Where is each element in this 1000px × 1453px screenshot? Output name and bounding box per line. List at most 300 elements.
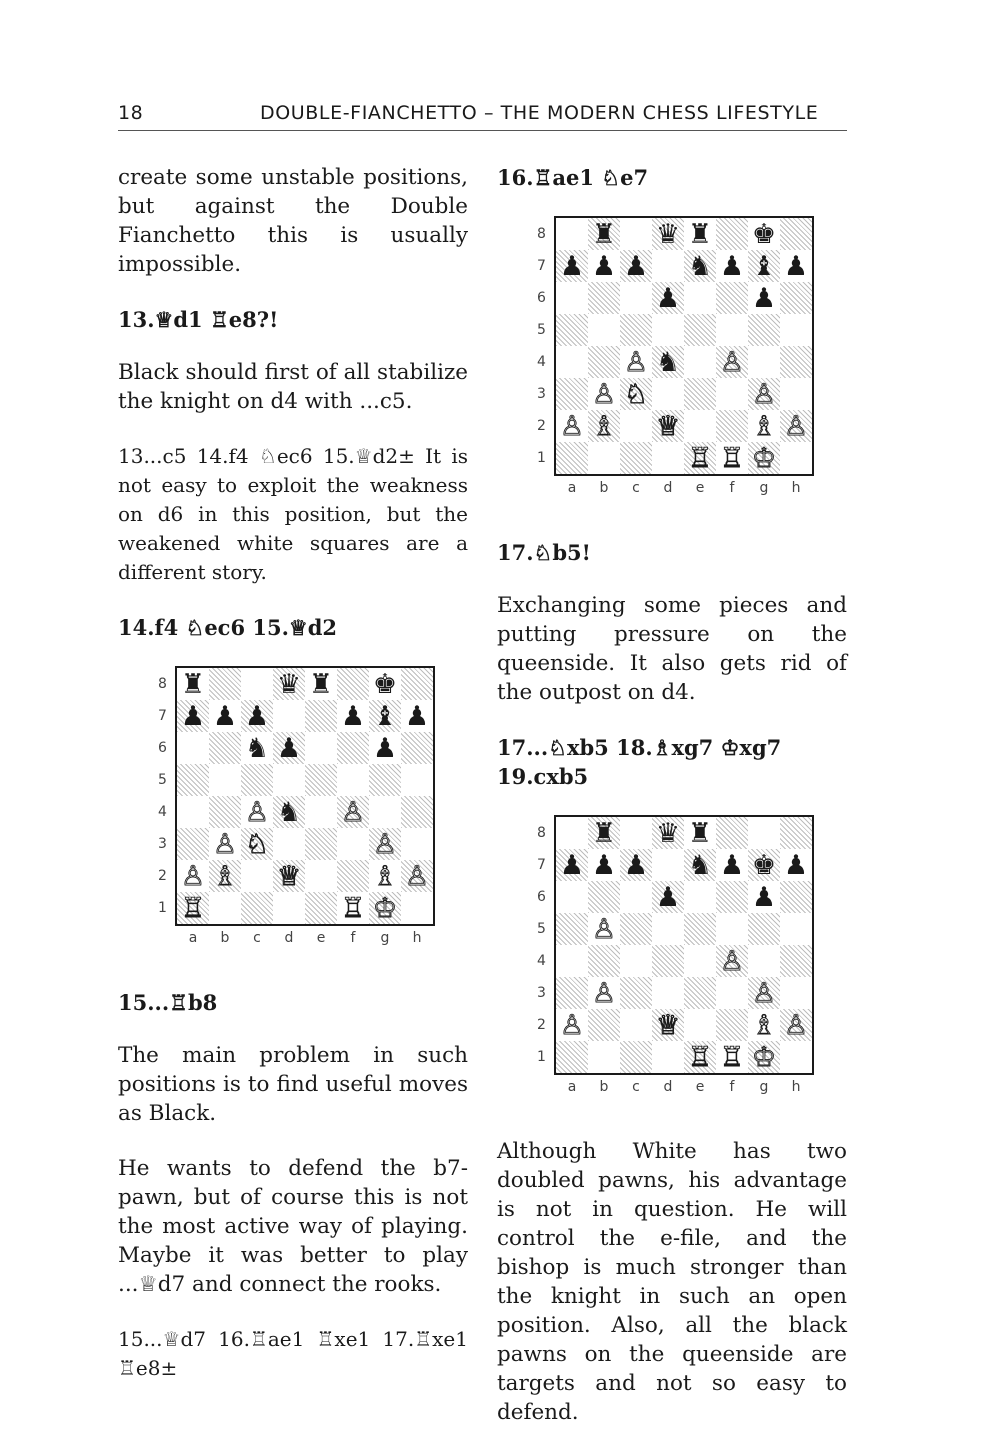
board-square: [684, 817, 716, 849]
board-square: [556, 913, 588, 945]
board-square: [209, 796, 241, 828]
board-square: [716, 817, 748, 849]
board-square: [209, 892, 241, 924]
black-pawn-icon: ♟: [180, 700, 206, 732]
rank-label: 2: [158, 868, 167, 884]
black-rook-icon: ♜: [591, 817, 617, 849]
rank-label: 1: [158, 900, 167, 916]
black-bishop-icon: ♝: [751, 250, 777, 282]
black-queen-icon: ♛: [655, 218, 681, 250]
board-square: [780, 378, 812, 410]
board-square: [748, 1041, 780, 1073]
white-pawn-icon: ♙: [180, 860, 206, 892]
board-square: [716, 346, 748, 378]
board-square: [748, 250, 780, 282]
board-square: [556, 282, 588, 314]
board-square: [177, 796, 209, 828]
board-square: [177, 668, 209, 700]
board-square: [684, 977, 716, 1009]
board-square: [556, 1009, 588, 1041]
board-square: [177, 700, 209, 732]
board-square: [588, 1009, 620, 1041]
file-labels: [556, 480, 812, 496]
board-square: [241, 668, 273, 700]
rank-label: 6: [158, 740, 167, 756]
board-square: [273, 732, 305, 764]
board-square: [273, 892, 305, 924]
board-square: [652, 945, 684, 977]
board-square: [620, 913, 652, 945]
board-square: [652, 218, 684, 250]
right-column: [497, 163, 847, 1453]
board-square: [556, 346, 588, 378]
white-pawn-icon: ♙: [719, 945, 745, 977]
rank-label: 2: [537, 418, 546, 434]
board-square: [684, 282, 716, 314]
board-square: [556, 218, 588, 250]
board-square: [716, 1041, 748, 1073]
board-square: [241, 796, 273, 828]
black-pawn-icon: ♟: [655, 881, 681, 913]
board-square: [620, 977, 652, 1009]
move-heading: 17...♘xb5 18.♗xg7 ♔xg7 19.cxb5: [497, 735, 782, 789]
board-square: [556, 881, 588, 913]
white-pawn-icon: ♙: [559, 410, 585, 442]
board-square: [556, 1041, 588, 1073]
board-square: [177, 892, 209, 924]
board-square: [716, 945, 748, 977]
board-square: [273, 796, 305, 828]
board-square: [556, 410, 588, 442]
board-square: [684, 1041, 716, 1073]
board-square: [337, 892, 369, 924]
rank-label: 1: [537, 1049, 546, 1065]
board-square: [748, 977, 780, 1009]
board-square: [780, 1009, 812, 1041]
black-pawn-icon: ♟: [623, 250, 649, 282]
rank-label: 2: [537, 1017, 546, 1033]
white-pawn-icon: ♙: [559, 1009, 585, 1041]
white-pawn-icon: ♙: [719, 346, 745, 378]
board-square: [652, 282, 684, 314]
black-rook-icon: ♜: [591, 218, 617, 250]
white-bishop-icon: ♗: [751, 410, 777, 442]
black-rook-icon: ♜: [687, 218, 713, 250]
black-pawn-icon: ♟: [751, 881, 777, 913]
board-square: [716, 977, 748, 1009]
white-pawn-icon: ♙: [751, 977, 777, 1009]
move-heading: 13.♕d1 ♖e8?!: [118, 307, 279, 332]
black-pawn-icon: ♟: [783, 250, 809, 282]
board-square: [556, 442, 588, 474]
board-square: [652, 250, 684, 282]
board-square: [337, 732, 369, 764]
file-label: e: [695, 480, 705, 496]
board-square: [241, 700, 273, 732]
board-square: [716, 410, 748, 442]
page-number: 18: [118, 102, 144, 124]
rank-labels: [158, 668, 172, 924]
board-square: [588, 881, 620, 913]
white-pawn-icon: ♙: [783, 1009, 809, 1041]
board-square: [780, 945, 812, 977]
white-pawn-icon: ♙: [751, 378, 777, 410]
board-square: [652, 881, 684, 913]
file-labels: [177, 930, 433, 946]
file-label: f: [729, 1079, 735, 1095]
board-square: [652, 1041, 684, 1073]
rank-label: 5: [158, 772, 167, 788]
board-square: [780, 817, 812, 849]
board-square: [716, 442, 748, 474]
board-square: [305, 796, 337, 828]
board-square: [620, 250, 652, 282]
board-square: [556, 849, 588, 881]
board-square: [588, 945, 620, 977]
chess-diagram: [537, 815, 847, 1115]
board-square: [401, 700, 433, 732]
board-square: [177, 732, 209, 764]
board-square: [369, 764, 401, 796]
board-square: [780, 977, 812, 1009]
board-square: [241, 764, 273, 796]
board-square: [588, 442, 620, 474]
file-label: h: [791, 480, 801, 496]
file-label: a: [567, 480, 577, 496]
board-square: [241, 860, 273, 892]
board-square: [209, 700, 241, 732]
board-square: [780, 218, 812, 250]
black-bishop-icon: ♝: [372, 700, 398, 732]
file-label: f: [729, 480, 735, 496]
board-square: [780, 314, 812, 346]
board-square: [305, 668, 337, 700]
paragraph: Black should first of all stabilize the knight on d4 with ...c5.: [118, 360, 468, 414]
black-pawn-icon: ♟: [559, 849, 585, 881]
black-knight-icon: ♞: [655, 346, 681, 378]
white-queen-icon: ♕: [276, 860, 302, 892]
board-square: [209, 828, 241, 860]
board-square: [684, 250, 716, 282]
board-square: [588, 817, 620, 849]
board-square: [177, 764, 209, 796]
black-pawn-icon: ♟: [404, 700, 430, 732]
black-pawn-icon: ♟: [212, 700, 238, 732]
black-king-icon: ♚: [751, 849, 777, 881]
chess-board: [554, 815, 814, 1075]
board-square: [401, 668, 433, 700]
white-pawn-icon: ♙: [404, 860, 430, 892]
board-square: [620, 314, 652, 346]
black-rook-icon: ♜: [180, 668, 206, 700]
board-square: [401, 764, 433, 796]
white-queen-icon: ♕: [655, 1009, 681, 1041]
board-square: [716, 314, 748, 346]
file-label: g: [759, 1079, 769, 1095]
rank-label: 6: [537, 290, 546, 306]
board-square: [652, 977, 684, 1009]
black-king-icon: ♚: [751, 218, 777, 250]
board-square: [241, 892, 273, 924]
board-square: [620, 346, 652, 378]
white-king-icon: ♔: [751, 1041, 777, 1073]
board-square: [209, 732, 241, 764]
white-rook-icon: ♖: [180, 892, 206, 924]
board-square: [716, 218, 748, 250]
white-king-icon: ♔: [372, 892, 398, 924]
move-heading: 15...♖b8: [118, 990, 218, 1015]
file-label: h: [412, 930, 422, 946]
board-square: [684, 881, 716, 913]
board-square: [305, 700, 337, 732]
board-square: [556, 378, 588, 410]
black-rook-icon: ♜: [687, 817, 713, 849]
board-square: [620, 1009, 652, 1041]
board-square: [652, 817, 684, 849]
board-square: [652, 410, 684, 442]
rank-label: 3: [537, 386, 546, 402]
black-pawn-icon: ♟: [751, 282, 777, 314]
white-bishop-icon: ♗: [372, 860, 398, 892]
file-label: b: [599, 1079, 609, 1095]
white-rook-icon: ♖: [687, 442, 713, 474]
board-square: [588, 378, 620, 410]
board-square: [369, 668, 401, 700]
file-label: c: [632, 1079, 640, 1095]
white-knight-icon: ♘: [244, 828, 270, 860]
board-square: [748, 410, 780, 442]
board-square: [556, 817, 588, 849]
board-square: [748, 218, 780, 250]
file-label: f: [350, 930, 356, 946]
board-square: [780, 1041, 812, 1073]
black-pawn-icon: ♟: [276, 732, 302, 764]
board-square: [209, 668, 241, 700]
board-square: [588, 913, 620, 945]
black-queen-icon: ♛: [276, 668, 302, 700]
file-label: d: [663, 480, 673, 496]
board-square: [620, 881, 652, 913]
board-square: [305, 892, 337, 924]
white-pawn-icon: ♙: [244, 796, 270, 828]
board-square: [620, 410, 652, 442]
board-square: [305, 732, 337, 764]
board-square: [273, 764, 305, 796]
board-square: [620, 442, 652, 474]
board-square: [684, 410, 716, 442]
file-label: b: [220, 930, 230, 946]
board-square: [780, 410, 812, 442]
black-pawn-icon: ♟: [244, 700, 270, 732]
file-label: c: [253, 930, 261, 946]
board-square: [305, 828, 337, 860]
variation-text: 15...♕d7 16.♖ae1 ♖xe1 17.♖xe1 ♖e8±: [118, 1327, 468, 1380]
board-square: [273, 860, 305, 892]
move-heading: 17.♘b5!: [497, 540, 591, 565]
board-square: [369, 828, 401, 860]
board-square: [716, 1009, 748, 1041]
board-square: [716, 913, 748, 945]
rank-labels: [537, 817, 551, 1073]
board-square: [369, 700, 401, 732]
chess-board: [175, 666, 435, 926]
board-square: [337, 828, 369, 860]
black-pawn-icon: ♟: [559, 250, 585, 282]
board-square: [369, 732, 401, 764]
board-square: [588, 849, 620, 881]
board-square: [748, 913, 780, 945]
board-square: [620, 849, 652, 881]
board-square: [748, 849, 780, 881]
board-square: [748, 881, 780, 913]
white-rook-icon: ♖: [687, 1041, 713, 1073]
rank-label: 6: [537, 889, 546, 905]
board-square: [273, 668, 305, 700]
file-label: d: [663, 1079, 673, 1095]
board-square: [684, 346, 716, 378]
file-label: e: [695, 1079, 705, 1095]
board-square: [588, 410, 620, 442]
black-pawn-icon: ♟: [591, 849, 617, 881]
board-square: [780, 282, 812, 314]
rank-label: 5: [537, 322, 546, 338]
board-square: [684, 849, 716, 881]
rank-label: 1: [537, 450, 546, 466]
board-square: [556, 314, 588, 346]
white-pawn-icon: ♙: [340, 796, 366, 828]
black-pawn-icon: ♟: [591, 250, 617, 282]
board-square: [588, 346, 620, 378]
board-square: [748, 314, 780, 346]
board-square: [588, 314, 620, 346]
running-title: DOUBLE-FIANCHETTO – THE MODERN CHESS LIFESTYLE: [260, 102, 819, 124]
file-labels: [556, 1079, 812, 1095]
file-label: e: [316, 930, 326, 946]
rank-label: 3: [537, 985, 546, 1001]
board-square: [273, 700, 305, 732]
board-square: [401, 860, 433, 892]
board-square: [588, 1041, 620, 1073]
board-square: [588, 282, 620, 314]
white-pawn-icon: ♙: [591, 378, 617, 410]
board-square: [620, 282, 652, 314]
board-square: [337, 796, 369, 828]
white-queen-icon: ♕: [655, 410, 681, 442]
board-square: [652, 378, 684, 410]
rank-labels: [537, 218, 551, 474]
rank-label: 7: [537, 258, 546, 274]
board-square: [716, 282, 748, 314]
paragraph: Exchanging some pieces and putting pressure on the queenside. It also gets rid of the outpost on d4.: [497, 593, 847, 705]
white-bishop-icon: ♗: [751, 1009, 777, 1041]
file-label: a: [567, 1079, 577, 1095]
board-square: [177, 828, 209, 860]
white-rook-icon: ♖: [340, 892, 366, 924]
white-pawn-icon: ♙: [783, 410, 809, 442]
board-square: [556, 977, 588, 1009]
black-pawn-icon: ♟: [623, 849, 649, 881]
white-pawn-icon: ♙: [591, 977, 617, 1009]
white-king-icon: ♔: [751, 442, 777, 474]
board-square: [748, 378, 780, 410]
file-label: g: [759, 480, 769, 496]
paragraph: The main problem in such positions is to find useful moves as Black.: [118, 1043, 468, 1126]
board-square: [273, 828, 305, 860]
white-pawn-icon: ♙: [623, 346, 649, 378]
board-square: [684, 1009, 716, 1041]
left-column: [118, 163, 468, 1409]
paragraph: create some unstable positions, but against the Double Fianchetto this is usually impossible.: [118, 165, 468, 277]
board-square: [748, 346, 780, 378]
black-rook-icon: ♜: [308, 668, 334, 700]
running-header: [118, 100, 847, 131]
board-square: [620, 945, 652, 977]
white-pawn-icon: ♙: [212, 828, 238, 860]
board-square: [748, 282, 780, 314]
board-square: [684, 314, 716, 346]
board-square: [652, 849, 684, 881]
variation-text: 13...c5 14.f4 ♘ec6 15.♕d2± It is not easy to exploit the weakness on d6 in this position, but the weakened white squares are a different story.: [118, 444, 468, 584]
chess-board: [554, 216, 814, 476]
black-pawn-icon: ♟: [719, 849, 745, 881]
board-square: [652, 314, 684, 346]
board-square: [652, 913, 684, 945]
board-square: [620, 1041, 652, 1073]
board-square: [620, 817, 652, 849]
black-pawn-icon: ♟: [783, 849, 809, 881]
board-square: [369, 860, 401, 892]
rank-label: 8: [537, 226, 546, 242]
file-label: d: [284, 930, 294, 946]
board-square: [748, 817, 780, 849]
rank-label: 4: [158, 804, 167, 820]
board-square: [209, 764, 241, 796]
board-square: [780, 442, 812, 474]
board-square: [241, 732, 273, 764]
board-square: [716, 881, 748, 913]
white-rook-icon: ♖: [719, 1041, 745, 1073]
board-square: [748, 945, 780, 977]
file-label: c: [632, 480, 640, 496]
chess-diagram: [537, 216, 847, 516]
board-square: [337, 764, 369, 796]
rank-label: 5: [537, 921, 546, 937]
rank-label: 4: [537, 354, 546, 370]
board-square: [652, 346, 684, 378]
black-queen-icon: ♛: [655, 817, 681, 849]
board-square: [369, 796, 401, 828]
black-pawn-icon: ♟: [340, 700, 366, 732]
rank-label: 7: [537, 857, 546, 873]
board-square: [305, 764, 337, 796]
white-pawn-icon: ♙: [372, 828, 398, 860]
board-square: [369, 892, 401, 924]
board-square: [305, 860, 337, 892]
board-square: [401, 796, 433, 828]
board-square: [748, 1009, 780, 1041]
black-pawn-icon: ♟: [655, 282, 681, 314]
board-square: [684, 378, 716, 410]
board-square: [401, 892, 433, 924]
board-square: [588, 218, 620, 250]
move-heading: 14.f4 ♘ec6 15.♕d2: [118, 615, 338, 640]
chess-diagram: [158, 666, 468, 966]
black-pawn-icon: ♟: [719, 250, 745, 282]
rank-label: 8: [537, 825, 546, 841]
board-square: [209, 860, 241, 892]
board-square: [337, 668, 369, 700]
board-square: [684, 442, 716, 474]
